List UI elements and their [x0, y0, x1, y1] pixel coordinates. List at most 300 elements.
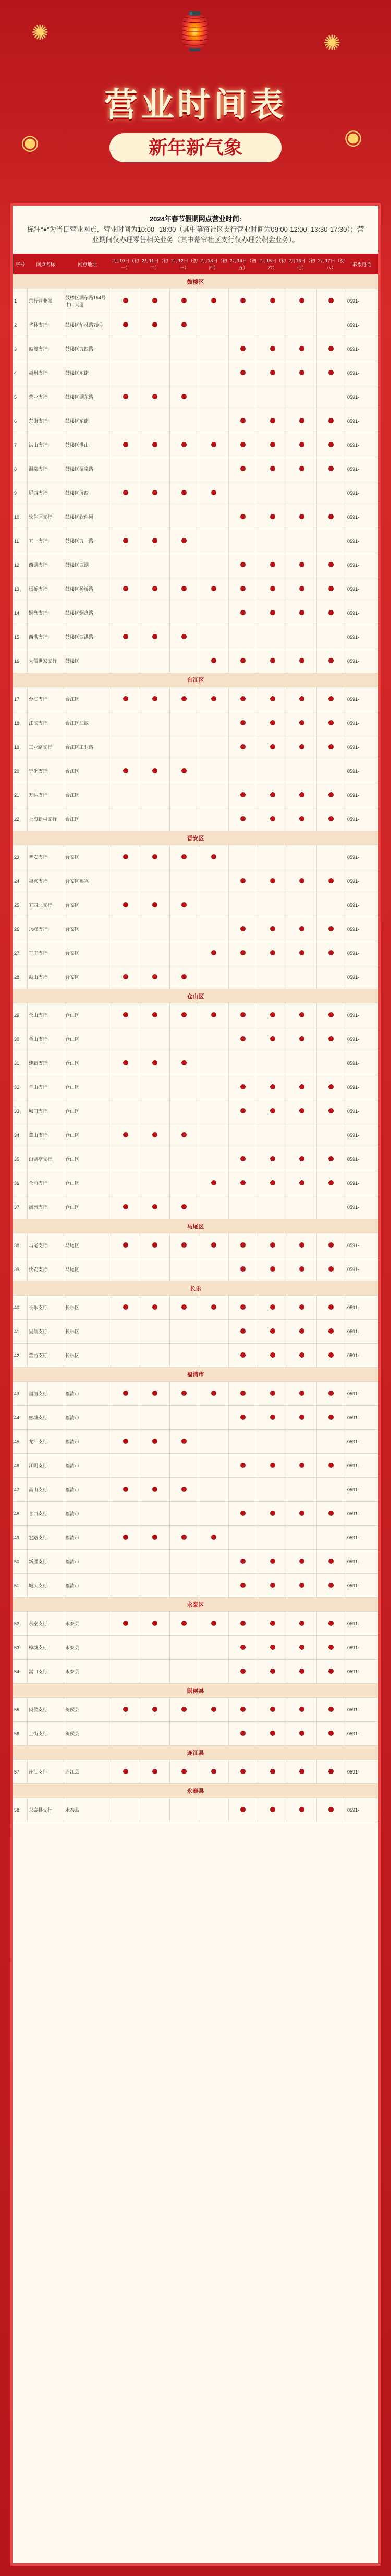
day-cell — [140, 1722, 169, 1746]
day-cell — [316, 289, 346, 313]
table-row — [13, 1233, 378, 1257]
row-number: 33 — [13, 1099, 28, 1123]
open-dot-icon — [240, 1511, 246, 1516]
table-row — [13, 385, 378, 409]
open-dot-icon — [299, 1463, 304, 1468]
open-dot-icon — [152, 1060, 157, 1065]
day-cell — [199, 1798, 228, 1822]
day-cell — [199, 1003, 228, 1027]
open-dot-icon — [299, 1328, 304, 1334]
day-cell — [111, 869, 140, 893]
branch-name: 建新支行 — [28, 1051, 64, 1075]
day-cell — [287, 1406, 316, 1430]
schedule-table — [13, 254, 378, 1822]
day-cell — [287, 917, 316, 941]
open-dot-icon — [328, 1108, 334, 1113]
open-dot-icon — [123, 322, 128, 327]
day-cell — [228, 1574, 258, 1598]
day-cell — [258, 1760, 287, 1784]
day-cell — [287, 687, 316, 711]
open-dot-icon — [181, 1132, 187, 1137]
day-cell — [111, 1233, 140, 1257]
day-cell — [258, 1051, 287, 1075]
day-cell — [228, 711, 258, 735]
day-cell — [199, 1760, 228, 1784]
branch-name: 新厝支行 — [28, 1550, 64, 1574]
day-cell — [111, 1430, 140, 1454]
day-cell — [199, 1051, 228, 1075]
open-dot-icon — [328, 696, 334, 701]
row-number: 52 — [13, 1612, 28, 1636]
table-row — [13, 1430, 378, 1454]
branch-address: 福清市 — [64, 1574, 111, 1598]
day-cell — [316, 1722, 346, 1746]
branch-name: 华林支行 — [28, 313, 64, 337]
phone-number: 0591- — [346, 409, 378, 433]
row-number: 45 — [13, 1430, 28, 1454]
open-dot-icon — [270, 950, 275, 955]
open-dot-icon — [152, 1391, 157, 1396]
day-cell — [199, 385, 228, 409]
day-cell — [111, 601, 140, 625]
day-cell — [140, 1454, 169, 1478]
open-dot-icon — [328, 1669, 334, 1674]
row-number: 10 — [13, 505, 28, 529]
day-cell — [111, 457, 140, 481]
open-dot-icon — [152, 442, 157, 447]
day-cell — [111, 1075, 140, 1099]
day-cell — [287, 1430, 316, 1454]
branch-address: 仓山区 — [64, 1147, 111, 1171]
open-dot-icon — [240, 1328, 246, 1334]
day-cell — [258, 1171, 287, 1195]
open-dot-icon — [152, 1769, 157, 1774]
open-dot-icon — [240, 610, 246, 615]
open-dot-icon — [270, 1012, 275, 1017]
phone-number: 0591- — [346, 1257, 378, 1281]
row-number: 17 — [13, 687, 28, 711]
day-cell — [169, 601, 199, 625]
open-dot-icon — [328, 744, 334, 749]
open-dot-icon — [240, 586, 246, 591]
open-dot-icon — [123, 1769, 128, 1774]
day-cell — [228, 385, 258, 409]
day-cell — [228, 1406, 258, 1430]
branch-name: 仓前支行 — [28, 1171, 64, 1195]
day-cell — [258, 759, 287, 783]
day-cell — [111, 481, 140, 505]
day-cell — [258, 505, 287, 529]
open-dot-icon — [299, 792, 304, 797]
day-cell — [258, 313, 287, 337]
branch-name: 工业路支行 — [28, 735, 64, 759]
day-cell — [111, 1296, 140, 1320]
open-dot-icon — [211, 1391, 216, 1396]
column-header: 2月11日（初二） — [140, 254, 169, 275]
day-cell — [316, 313, 346, 337]
open-dot-icon — [299, 466, 304, 471]
day-cell — [199, 1171, 228, 1195]
day-cell — [169, 625, 199, 649]
open-dot-icon — [152, 538, 157, 543]
day-cell — [228, 1722, 258, 1746]
open-dot-icon — [270, 1180, 275, 1185]
day-cell — [199, 807, 228, 831]
row-number: 38 — [13, 1233, 28, 1257]
table-row — [13, 337, 378, 361]
branch-name: 宁化支行 — [28, 759, 64, 783]
day-cell — [111, 505, 140, 529]
row-number: 7 — [13, 433, 28, 457]
table-row — [13, 1574, 378, 1598]
branch-name: 软件园支行 — [28, 505, 64, 529]
day-cell — [287, 1171, 316, 1195]
open-dot-icon — [299, 1156, 304, 1161]
day-cell — [140, 1296, 169, 1320]
open-dot-icon — [328, 792, 334, 797]
row-number: 29 — [13, 1003, 28, 1027]
district-row — [13, 275, 378, 289]
day-cell — [140, 869, 169, 893]
day-cell — [199, 869, 228, 893]
day-cell — [287, 759, 316, 783]
day-cell — [199, 1123, 228, 1147]
coin-icon: ◉ — [344, 126, 362, 149]
branch-name: 营前支行 — [28, 1344, 64, 1368]
open-dot-icon — [240, 514, 246, 519]
open-dot-icon — [152, 1132, 157, 1137]
day-cell — [111, 1550, 140, 1574]
day-cell — [111, 1257, 140, 1281]
phone-number: 0591- — [346, 1636, 378, 1660]
day-cell — [316, 711, 346, 735]
row-number: 47 — [13, 1478, 28, 1502]
day-cell — [199, 1454, 228, 1478]
branch-name: 江滨支行 — [28, 711, 64, 735]
day-cell — [169, 1003, 199, 1027]
day-cell — [258, 893, 287, 917]
open-dot-icon — [152, 1204, 157, 1209]
day-cell — [111, 1123, 140, 1147]
table-row — [13, 759, 378, 783]
day-cell — [169, 965, 199, 989]
open-dot-icon — [270, 1769, 275, 1774]
day-cell — [199, 1075, 228, 1099]
open-dot-icon — [152, 1439, 157, 1444]
open-dot-icon — [240, 816, 246, 821]
open-dot-icon — [123, 634, 128, 639]
day-cell — [287, 893, 316, 917]
open-dot-icon — [152, 586, 157, 591]
open-dot-icon — [211, 1621, 216, 1626]
day-cell — [228, 1636, 258, 1660]
open-dot-icon — [181, 1535, 187, 1540]
phone-number: 0591- — [346, 893, 378, 917]
row-number: 32 — [13, 1075, 28, 1099]
day-cell — [199, 457, 228, 481]
day-cell — [111, 941, 140, 965]
open-dot-icon — [181, 298, 187, 303]
phone-number: 0591- — [346, 917, 378, 941]
day-cell — [287, 711, 316, 735]
branch-name: 西湖支行 — [28, 553, 64, 577]
day-cell — [169, 1296, 199, 1320]
phone-number: 0591- — [346, 1722, 378, 1746]
day-cell — [199, 649, 228, 673]
day-cell — [169, 893, 199, 917]
day-cell — [111, 649, 140, 673]
day-cell — [140, 625, 169, 649]
branch-name: 晋安支行 — [28, 845, 64, 869]
table-header — [13, 254, 378, 275]
day-cell — [287, 1454, 316, 1478]
open-dot-icon — [270, 792, 275, 797]
day-cell — [258, 1502, 287, 1526]
branch-address: 晋安区 — [64, 893, 111, 917]
branch-address: 仓山区 — [64, 1075, 111, 1099]
table-row — [13, 845, 378, 869]
day-cell — [258, 1195, 287, 1219]
day-cell — [228, 481, 258, 505]
day-cell — [140, 1147, 169, 1171]
open-dot-icon — [181, 696, 187, 701]
day-cell — [228, 529, 258, 553]
branch-address: 长乐区 — [64, 1344, 111, 1368]
day-cell — [228, 1502, 258, 1526]
open-dot-icon — [181, 1242, 187, 1248]
branch-address: 永泰县 — [64, 1798, 111, 1822]
open-dot-icon — [328, 926, 334, 931]
branch-name: 西洪支行 — [28, 625, 64, 649]
branch-address: 晋安区 — [64, 917, 111, 941]
day-cell — [287, 1320, 316, 1344]
table-row — [13, 1550, 378, 1574]
open-dot-icon — [240, 744, 246, 749]
row-number: 23 — [13, 845, 28, 869]
day-cell — [169, 289, 199, 313]
branch-name: 东街支行 — [28, 409, 64, 433]
day-cell — [169, 481, 199, 505]
day-cell — [111, 807, 140, 831]
day-cell — [140, 361, 169, 385]
table-row — [13, 625, 378, 649]
day-cell — [287, 807, 316, 831]
open-dot-icon — [123, 902, 128, 907]
day-cell — [316, 965, 346, 989]
open-dot-icon — [123, 1487, 128, 1492]
open-dot-icon — [270, 562, 275, 567]
branch-address: 永泰县 — [64, 1660, 111, 1684]
table-row — [13, 1195, 378, 1219]
row-number: 55 — [13, 1698, 28, 1722]
page-title: 营业时间表 — [104, 86, 287, 125]
notice-text: 标注“●”为当日营业网点，营业时间为10:00--18:00（其中幕帘社区支行营业时间为09:00-12:00, 13:30-17:30）；营业期间仅办理零售相关业务（其中幕帘社区支行仅办理公积金业务）。 — [27, 225, 364, 244]
day-cell — [140, 1027, 169, 1051]
day-cell — [316, 1798, 346, 1822]
phone-number: 0591- — [346, 625, 378, 649]
phone-number: 0591- — [346, 337, 378, 361]
open-dot-icon — [299, 1415, 304, 1420]
day-cell — [169, 1075, 199, 1099]
day-cell — [111, 1698, 140, 1722]
day-cell — [228, 1612, 258, 1636]
day-cell — [258, 1406, 287, 1430]
open-dot-icon — [152, 768, 157, 773]
open-dot-icon — [211, 1242, 216, 1248]
table-row — [13, 869, 378, 893]
day-cell — [316, 457, 346, 481]
branch-name: 铜盘支行 — [28, 601, 64, 625]
table-row — [13, 711, 378, 735]
day-cell — [169, 1612, 199, 1636]
open-dot-icon — [299, 442, 304, 447]
day-cell — [287, 529, 316, 553]
phone-number: 0591- — [346, 433, 378, 457]
branch-name: 屏西支行 — [28, 481, 64, 505]
open-dot-icon — [299, 1645, 304, 1650]
row-number: 44 — [13, 1406, 28, 1430]
open-dot-icon — [123, 538, 128, 543]
open-dot-icon — [152, 322, 157, 327]
day-cell — [111, 289, 140, 313]
day-cell — [111, 1320, 140, 1344]
open-dot-icon — [299, 1352, 304, 1358]
day-cell — [140, 1660, 169, 1684]
day-cell — [169, 687, 199, 711]
open-dot-icon — [123, 854, 128, 859]
day-cell — [111, 1722, 140, 1746]
day-cell — [111, 1195, 140, 1219]
day-cell — [258, 1320, 287, 1344]
day-cell — [199, 313, 228, 337]
day-cell — [111, 361, 140, 385]
day-cell — [111, 1382, 140, 1406]
day-cell — [258, 1430, 287, 1454]
table-row — [13, 917, 378, 941]
day-cell — [316, 1147, 346, 1171]
open-dot-icon — [270, 720, 275, 725]
day-cell — [169, 361, 199, 385]
day-cell — [258, 1698, 287, 1722]
row-number: 50 — [13, 1550, 28, 1574]
open-dot-icon — [299, 878, 304, 883]
day-cell — [228, 649, 258, 673]
day-cell — [228, 1051, 258, 1075]
open-dot-icon — [328, 1621, 334, 1626]
row-number: 30 — [13, 1027, 28, 1051]
open-dot-icon — [299, 1669, 304, 1674]
day-cell — [169, 409, 199, 433]
table-row — [13, 735, 378, 759]
open-dot-icon — [270, 1731, 275, 1736]
day-cell — [169, 385, 199, 409]
open-dot-icon — [240, 1352, 246, 1358]
table-row — [13, 1147, 378, 1171]
day-cell — [111, 783, 140, 807]
row-number: 9 — [13, 481, 28, 505]
day-cell — [169, 1760, 199, 1784]
phone-number: 0591- — [346, 1526, 378, 1550]
open-dot-icon — [181, 768, 187, 773]
branch-address: 鼓楼区 — [64, 649, 111, 673]
table-row — [13, 601, 378, 625]
day-cell — [258, 1003, 287, 1027]
day-cell — [199, 1502, 228, 1526]
column-header: 2月13日（初四） — [199, 254, 228, 275]
open-dot-icon — [123, 1060, 128, 1065]
day-cell — [228, 1798, 258, 1822]
day-cell — [287, 1099, 316, 1123]
row-number: 21 — [13, 783, 28, 807]
open-dot-icon — [328, 950, 334, 955]
district-label: 台江区 — [13, 673, 378, 687]
phone-number: 0591- — [346, 1478, 378, 1502]
open-dot-icon — [240, 720, 246, 725]
day-cell — [169, 735, 199, 759]
phone-number: 0591- — [346, 1051, 378, 1075]
phone-number: 0591- — [346, 869, 378, 893]
day-cell — [287, 1478, 316, 1502]
phone-number: 0591- — [346, 783, 378, 807]
open-dot-icon — [328, 562, 334, 567]
branch-name: 岳峰支行 — [28, 917, 64, 941]
phone-number: 0591- — [346, 1760, 378, 1784]
column-header: 网点地址 — [64, 254, 111, 275]
branch-address: 鼓楼区洪山 — [64, 433, 111, 457]
open-dot-icon — [299, 586, 304, 591]
day-cell — [316, 1171, 346, 1195]
open-dot-icon — [270, 514, 275, 519]
day-cell — [228, 1698, 258, 1722]
day-cell — [111, 687, 140, 711]
day-cell — [199, 1574, 228, 1598]
table-row — [13, 577, 378, 601]
day-cell — [140, 1502, 169, 1526]
open-dot-icon — [240, 1156, 246, 1161]
branch-name: 长乐支行 — [28, 1296, 64, 1320]
open-dot-icon — [123, 974, 128, 979]
open-dot-icon — [181, 634, 187, 639]
district-row — [13, 1598, 378, 1612]
table-row — [13, 1171, 378, 1195]
day-cell — [111, 1406, 140, 1430]
open-dot-icon — [299, 1511, 304, 1516]
day-cell — [258, 457, 287, 481]
day-cell — [258, 941, 287, 965]
open-dot-icon — [328, 1645, 334, 1650]
district-row — [13, 673, 378, 687]
table-row — [13, 409, 378, 433]
day-cell — [228, 1171, 258, 1195]
day-cell — [140, 481, 169, 505]
day-cell — [258, 1526, 287, 1550]
open-dot-icon — [299, 696, 304, 701]
day-cell — [199, 1382, 228, 1406]
branch-name: 闽侯支行 — [28, 1698, 64, 1722]
open-dot-icon — [270, 1391, 275, 1396]
day-cell — [287, 1075, 316, 1099]
day-cell — [228, 687, 258, 711]
open-dot-icon — [211, 1012, 216, 1017]
open-dot-icon — [152, 634, 157, 639]
day-cell — [316, 1296, 346, 1320]
day-cell — [258, 687, 287, 711]
phone-number: 0591- — [346, 1195, 378, 1219]
day-cell — [228, 1760, 258, 1784]
branch-name: 城头支行 — [28, 1574, 64, 1598]
open-dot-icon — [270, 298, 275, 303]
day-cell — [258, 1296, 287, 1320]
